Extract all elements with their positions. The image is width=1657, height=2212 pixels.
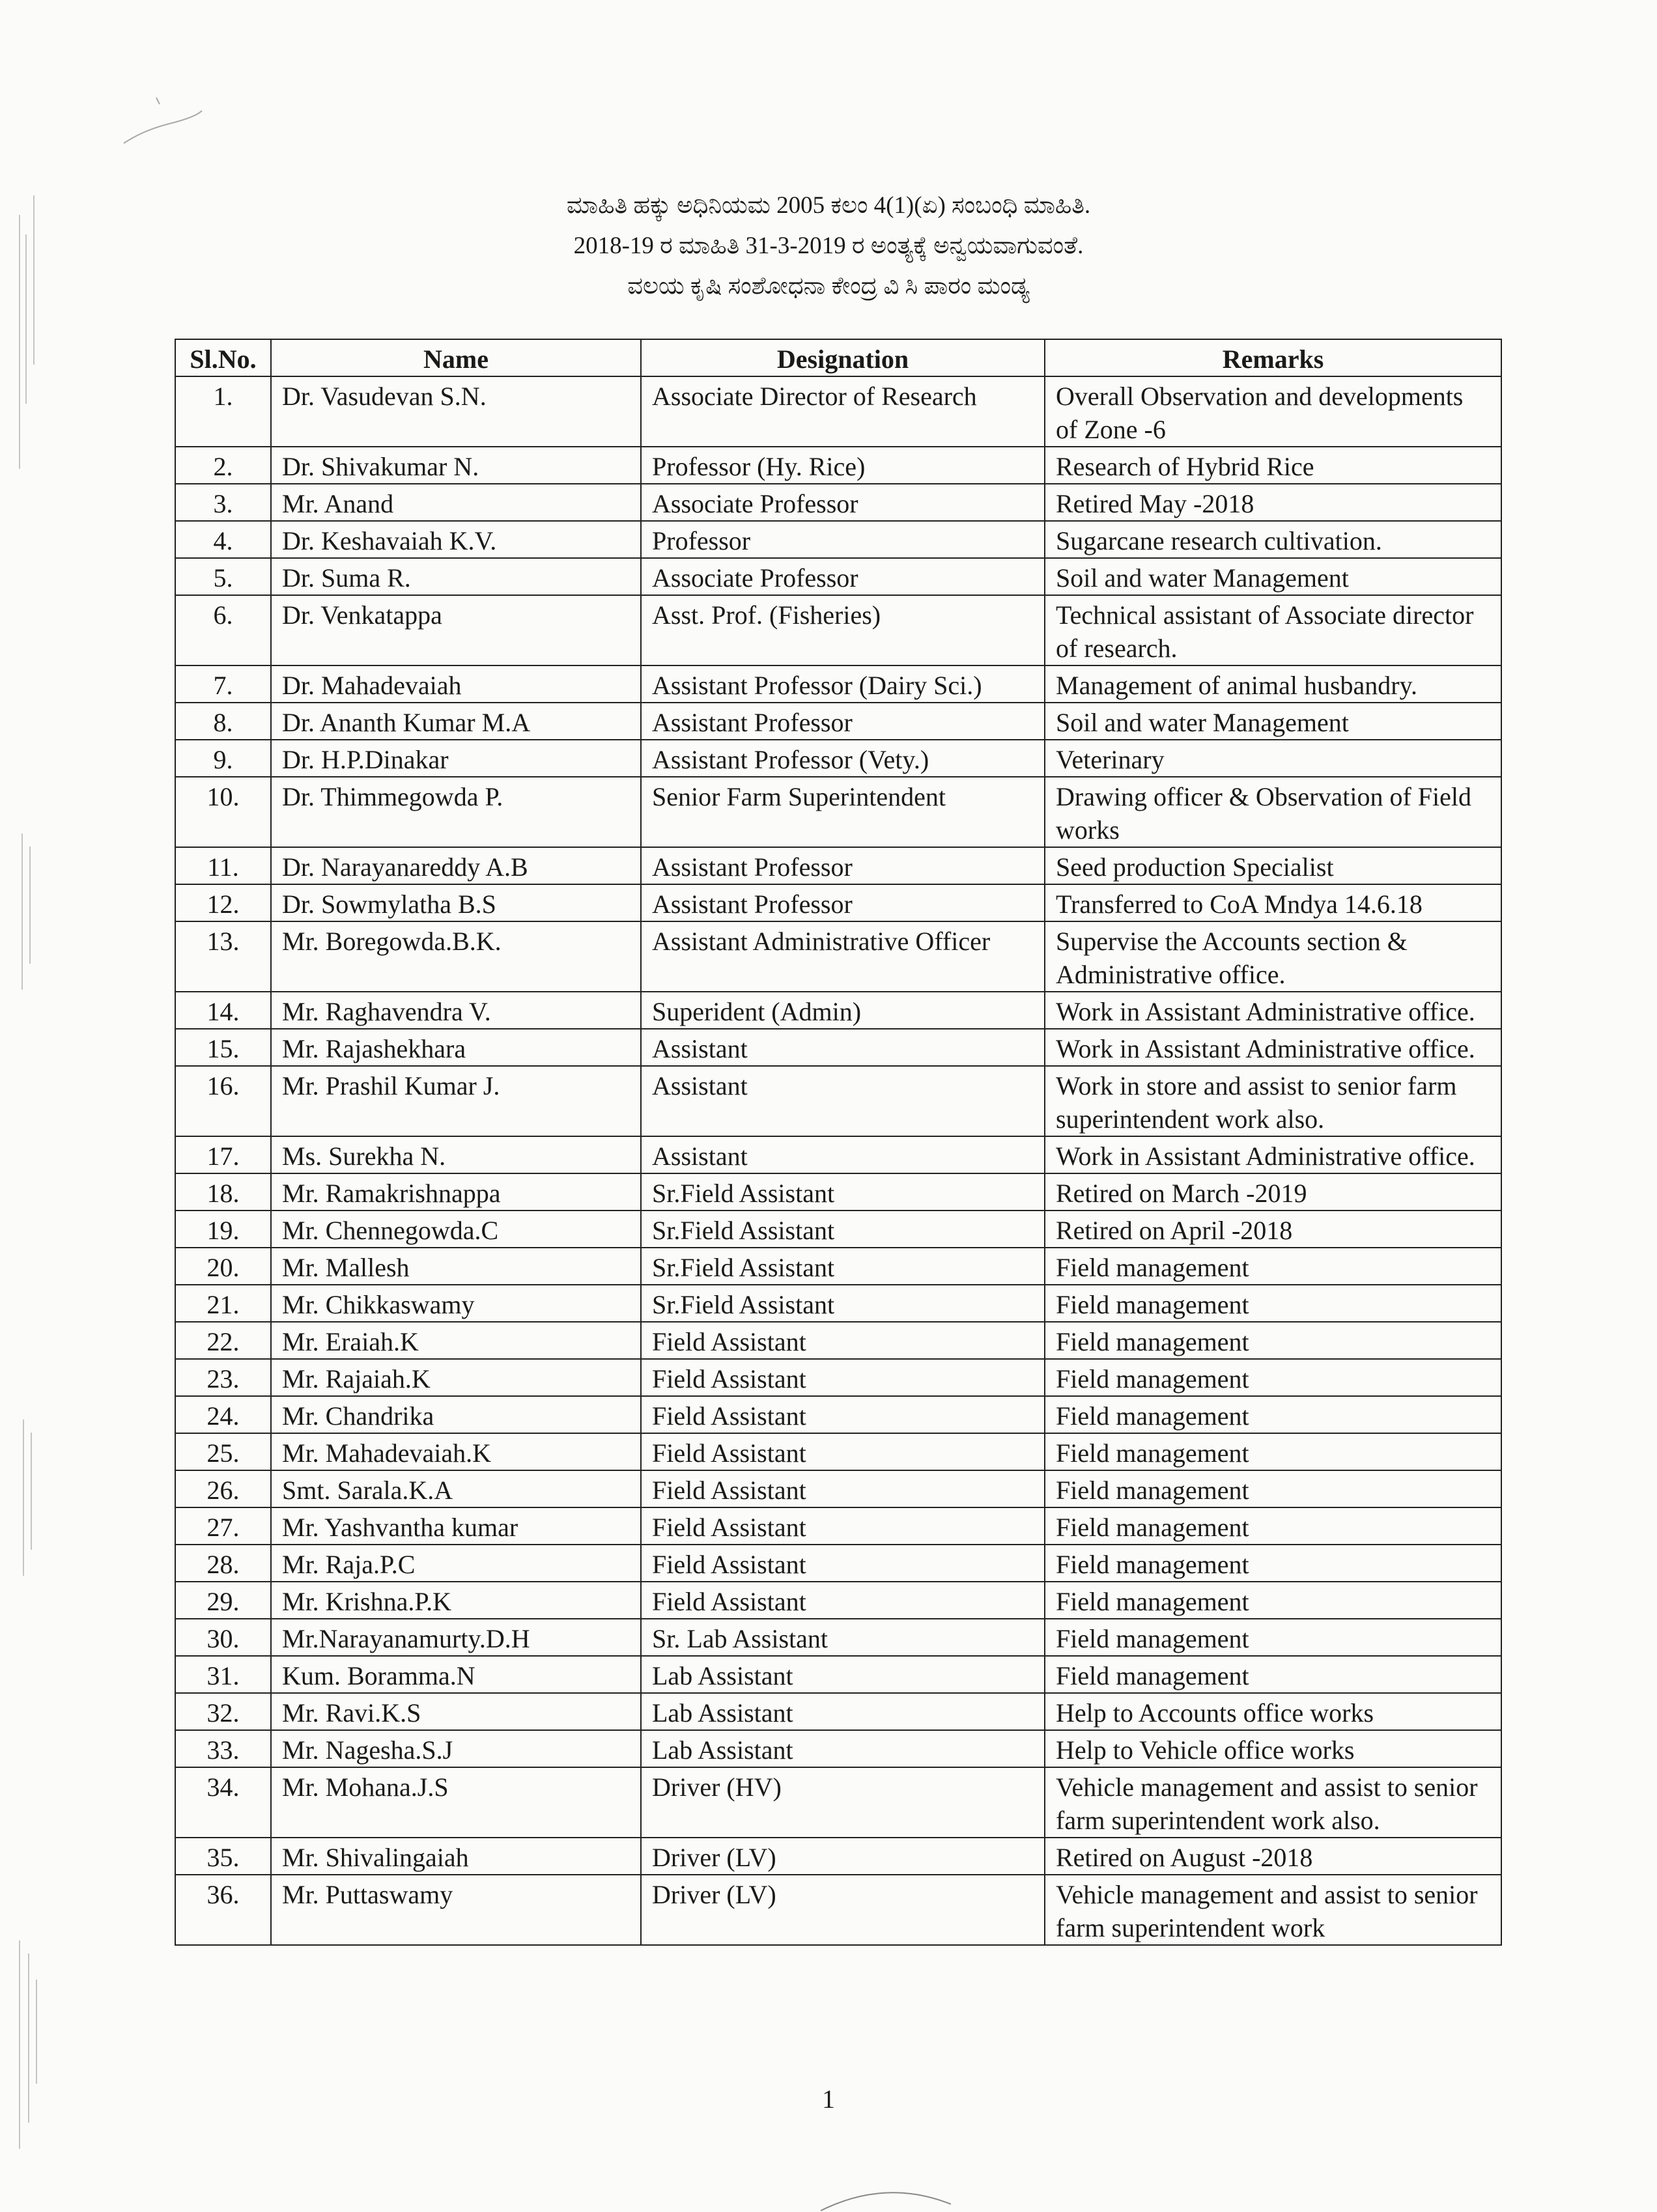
name-cell: Mr. Mohana.J.S — [271, 1767, 641, 1838]
table-row — [175, 1136, 1501, 1173]
scan-fold-mark — [821, 2178, 951, 2212]
table-row — [175, 1838, 1501, 1875]
remarks-cell: Field management — [1045, 1545, 1501, 1582]
table-row — [175, 1029, 1501, 1066]
sl-no-cell: 34. — [175, 1767, 271, 1838]
remarks-cell: Veterinary — [1045, 740, 1501, 777]
sl-no-cell: 12. — [175, 884, 271, 921]
designation-cell: Lab Assistant — [641, 1656, 1045, 1693]
table-row — [175, 777, 1501, 847]
table-row — [175, 595, 1501, 665]
remarks-cell: Drawing officer & Observation of Field works — [1045, 777, 1501, 847]
sl-no-cell: 10. — [175, 777, 271, 847]
name-cell: Mr. Rajaiah.K — [271, 1359, 641, 1396]
table-row — [175, 884, 1501, 921]
sl-no-cell: 1. — [175, 376, 271, 447]
sl-no-cell: 11. — [175, 847, 271, 884]
table-row — [175, 1730, 1501, 1767]
remarks-cell: Sugarcane research cultivation. — [1045, 521, 1501, 558]
name-cell: Mr. Raja.P.C — [271, 1545, 641, 1582]
remarks-cell: Research of Hybrid Rice — [1045, 447, 1501, 484]
name-cell: Ms. Surekha N. — [271, 1136, 641, 1173]
sl-no-cell: 16. — [175, 1066, 271, 1136]
sl-no-cell: 30. — [175, 1619, 271, 1656]
table-row — [175, 992, 1501, 1029]
designation-cell: Assistant Professor — [641, 884, 1045, 921]
designation-cell: Professor — [641, 521, 1045, 558]
table-row — [175, 740, 1501, 777]
remarks-cell: Technical assistant of Associate director of research. — [1045, 595, 1501, 665]
designation-cell: Assistant Professor — [641, 847, 1045, 884]
remarks-cell: Supervise the Accounts section & Administrative office. — [1045, 921, 1501, 992]
table-row — [175, 1322, 1501, 1359]
table-header-row — [175, 339, 1501, 376]
page-number: 1 — [822, 2084, 835, 2114]
designation-cell: Assistant — [641, 1066, 1045, 1136]
sl-no-cell: 29. — [175, 1582, 271, 1619]
name-cell: Mr. Shivalingaiah — [271, 1838, 641, 1875]
name-cell: Mr. Nagesha.S.J — [271, 1730, 641, 1767]
table-row — [175, 521, 1501, 558]
remarks-cell: Vehicle management and assist to senior farm superintendent work also. — [1045, 1767, 1501, 1838]
name-cell: Mr. Mahadevaiah.K — [271, 1433, 641, 1470]
remarks-cell: Field management — [1045, 1656, 1501, 1693]
table-row — [175, 1285, 1501, 1322]
name-cell: Mr. Chennegowda.C — [271, 1211, 641, 1248]
designation-cell: Sr.Field Assistant — [641, 1173, 1045, 1211]
staff-table — [175, 339, 1502, 1946]
name-cell: Dr. H.P.Dinakar — [271, 740, 641, 777]
name-cell: Mr. Mallesh — [271, 1248, 641, 1285]
scan-edge-artifact — [0, 0, 72, 2212]
sl-no-cell: 13. — [175, 921, 271, 992]
remarks-cell: Retired May -2018 — [1045, 484, 1501, 521]
remarks-cell: Field management — [1045, 1433, 1501, 1470]
staff-table-body — [175, 376, 1501, 1945]
table-row — [175, 558, 1501, 595]
remarks-cell: Field management — [1045, 1507, 1501, 1545]
name-cell: Mr. Prashil Kumar J. — [271, 1066, 641, 1136]
name-cell: Mr. Boregowda.B.K. — [271, 921, 641, 992]
name-cell: Dr. Vasudevan S.N. — [271, 376, 641, 447]
designation-cell: Sr.Field Assistant — [641, 1211, 1045, 1248]
remarks-cell: Vehicle management and assist to senior farm superintendent work — [1045, 1875, 1501, 1945]
name-cell: Mr. Ramakrishnappa — [271, 1173, 641, 1211]
name-cell: Dr. Shivakumar N. — [271, 447, 641, 484]
col-sl-no-header: Sl.No. — [175, 339, 271, 376]
name-cell: Dr. Narayanareddy A.B — [271, 847, 641, 884]
remarks-cell: Help to Vehicle office works — [1045, 1730, 1501, 1767]
table-row — [175, 921, 1501, 992]
designation-cell: Assistant — [641, 1029, 1045, 1066]
name-cell: Mr. Krishna.P.K — [271, 1582, 641, 1619]
remarks-cell: Field management — [1045, 1470, 1501, 1507]
sl-no-cell: 27. — [175, 1507, 271, 1545]
designation-cell: Assistant Professor (Dairy Sci.) — [641, 665, 1045, 703]
table-row — [175, 1173, 1501, 1211]
remarks-cell: Soil and water Management — [1045, 558, 1501, 595]
remarks-cell: Work in Assistant Administrative office. — [1045, 992, 1501, 1029]
remarks-cell: Field management — [1045, 1582, 1501, 1619]
table-row — [175, 847, 1501, 884]
table-row — [175, 1507, 1501, 1545]
name-cell: Mr. Chikkaswamy — [271, 1285, 641, 1322]
name-cell: Dr. Venkatappa — [271, 595, 641, 665]
name-cell: Mr.Narayanamurty.D.H — [271, 1619, 641, 1656]
table-row — [175, 1875, 1501, 1945]
sl-no-cell: 35. — [175, 1838, 271, 1875]
sl-no-cell: 36. — [175, 1875, 271, 1945]
designation-cell: Driver (LV) — [641, 1875, 1045, 1945]
name-cell: Kum. Boramma.N — [271, 1656, 641, 1693]
designation-cell: Superident (Admin) — [641, 992, 1045, 1029]
table-row — [175, 1582, 1501, 1619]
sl-no-cell: 17. — [175, 1136, 271, 1173]
table-row — [175, 1433, 1501, 1470]
remarks-cell: Field management — [1045, 1619, 1501, 1656]
remarks-cell: Work in store and assist to senior farm superintendent work also. — [1045, 1066, 1501, 1136]
designation-cell: Field Assistant — [641, 1507, 1045, 1545]
sl-no-cell: 2. — [175, 447, 271, 484]
name-cell: Mr. Anand — [271, 484, 641, 521]
table-row — [175, 376, 1501, 447]
remarks-cell: Retired on August -2018 — [1045, 1838, 1501, 1875]
designation-cell: Associate Professor — [641, 484, 1045, 521]
table-row — [175, 1767, 1501, 1838]
sl-no-cell: 15. — [175, 1029, 271, 1066]
designation-cell: Sr. Lab Assistant — [641, 1619, 1045, 1656]
name-cell: Mr. Raghavendra V. — [271, 992, 641, 1029]
sl-no-cell: 6. — [175, 595, 271, 665]
remarks-cell: Transferred to CoA Mndya 14.6.18 — [1045, 884, 1501, 921]
remarks-cell: Overall Observation and developments of Zone -6 — [1045, 376, 1501, 447]
remarks-cell: Seed production Specialist — [1045, 847, 1501, 884]
designation-cell: Field Assistant — [641, 1359, 1045, 1396]
col-name-header: Name — [271, 339, 641, 376]
header-line-1: ಮಾಹಿತಿ ಹಕ್ಕು ಅಧಿನಿಯಮ 2005 ಕಲಂ 4(1)(ಏ) ಸಂಬಂಧಿ ಮಾಹಿತಿ. — [566, 192, 1091, 219]
name-cell: Mr. Eraiah.K — [271, 1322, 641, 1359]
sl-no-cell: 19. — [175, 1211, 271, 1248]
remarks-cell: Soil and water Management — [1045, 703, 1501, 740]
remarks-cell: Work in Assistant Administrative office. — [1045, 1136, 1501, 1173]
designation-cell: Field Assistant — [641, 1396, 1045, 1433]
sl-no-cell: 5. — [175, 558, 271, 595]
sl-no-cell: 18. — [175, 1173, 271, 1211]
document-header — [0, 186, 1657, 307]
remarks-cell: Retired on March -2019 — [1045, 1173, 1501, 1211]
sl-no-cell: 23. — [175, 1359, 271, 1396]
sl-no-cell: 9. — [175, 740, 271, 777]
designation-cell: Driver (LV) — [641, 1838, 1045, 1875]
table-row — [175, 1211, 1501, 1248]
sl-no-cell: 26. — [175, 1470, 271, 1507]
designation-cell: Assistant Professor — [641, 703, 1045, 740]
header-line-2: 2018-19 ರ ಮಾಹಿತಿ 31-3-2019 ರ ಅಂತ್ಯಕ್ಕೆ ಅನ್ವಯವಾಗುವಂತೆ. — [573, 232, 1084, 259]
table-row — [175, 1619, 1501, 1656]
designation-cell: Assistant Professor (Vety.) — [641, 740, 1045, 777]
remarks-cell: Field management — [1045, 1396, 1501, 1433]
sl-no-cell: 7. — [175, 665, 271, 703]
remarks-cell: Retired on April -2018 — [1045, 1211, 1501, 1248]
designation-cell: Associate Professor — [641, 558, 1045, 595]
name-cell: Mr. Chandrika — [271, 1396, 641, 1433]
sl-no-cell: 21. — [175, 1285, 271, 1322]
designation-cell: Assistant Administrative Officer — [641, 921, 1045, 992]
sl-no-cell: 24. — [175, 1396, 271, 1433]
remarks-cell: Work in Assistant Administrative office. — [1045, 1029, 1501, 1066]
table-row — [175, 1470, 1501, 1507]
designation-cell: Driver (HV) — [641, 1767, 1045, 1838]
remarks-cell: Field management — [1045, 1248, 1501, 1285]
designation-cell: Sr.Field Assistant — [641, 1248, 1045, 1285]
table-row — [175, 447, 1501, 484]
designation-cell: Field Assistant — [641, 1582, 1045, 1619]
designation-cell: Lab Assistant — [641, 1730, 1045, 1767]
name-cell: Mr. Yashvantha kumar — [271, 1507, 641, 1545]
name-cell: Smt. Sarala.K.A — [271, 1470, 641, 1507]
table-row — [175, 1359, 1501, 1396]
table-row — [175, 484, 1501, 521]
table-row — [175, 1693, 1501, 1730]
sl-no-cell: 4. — [175, 521, 271, 558]
designation-cell: Professor (Hy. Rice) — [641, 447, 1045, 484]
remarks-cell: Help to Accounts office works — [1045, 1693, 1501, 1730]
designation-cell: Field Assistant — [641, 1470, 1045, 1507]
name-cell: Mr. Rajashekhara — [271, 1029, 641, 1066]
remarks-cell: Field management — [1045, 1322, 1501, 1359]
remarks-cell: Management of animal husbandry. — [1045, 665, 1501, 703]
name-cell: Mr. Ravi.K.S — [271, 1693, 641, 1730]
sl-no-cell: 33. — [175, 1730, 271, 1767]
table-row — [175, 665, 1501, 703]
sl-no-cell: 28. — [175, 1545, 271, 1582]
name-cell: Mr. Puttaswamy — [271, 1875, 641, 1945]
col-designation-header: Designation — [641, 339, 1045, 376]
sl-no-cell: 8. — [175, 703, 271, 740]
sl-no-cell: 3. — [175, 484, 271, 521]
designation-cell: Lab Assistant — [641, 1693, 1045, 1730]
name-cell: Dr. Ananth Kumar M.A — [271, 703, 641, 740]
table-row — [175, 1396, 1501, 1433]
table-row — [175, 1656, 1501, 1693]
name-cell: Dr. Mahadevaiah — [271, 665, 641, 703]
name-cell: Dr. Keshavaiah K.V. — [271, 521, 641, 558]
name-cell: Dr. Thimmegowda P. — [271, 777, 641, 847]
designation-cell: Sr.Field Assistant — [641, 1285, 1045, 1322]
designation-cell: Field Assistant — [641, 1545, 1045, 1582]
pen-mark — [111, 91, 208, 169]
sl-no-cell: 20. — [175, 1248, 271, 1285]
designation-cell: Field Assistant — [641, 1322, 1045, 1359]
table-row — [175, 1066, 1501, 1136]
table-row — [175, 1248, 1501, 1285]
table-row — [175, 703, 1501, 740]
sl-no-cell: 22. — [175, 1322, 271, 1359]
remarks-cell: Field management — [1045, 1285, 1501, 1322]
sl-no-cell: 31. — [175, 1656, 271, 1693]
designation-cell: Asst. Prof. (Fisheries) — [641, 595, 1045, 665]
name-cell: Dr. Suma R. — [271, 558, 641, 595]
header-line-3: ವಲಯ ಕೃಷಿ ಸಂಶೋಧನಾ ಕೇಂದ್ರ ವಿ ಸಿ ಪಾರಂ ಮಂಡ್ಯ — [627, 273, 1030, 300]
table-row — [175, 1545, 1501, 1582]
designation-cell: Associate Director of Research — [641, 376, 1045, 447]
designation-cell: Senior Farm Superintendent — [641, 777, 1045, 847]
col-remarks-header: Remarks — [1045, 339, 1501, 376]
remarks-cell: Field management — [1045, 1359, 1501, 1396]
sl-no-cell: 32. — [175, 1693, 271, 1730]
designation-cell: Assistant — [641, 1136, 1045, 1173]
designation-cell: Field Assistant — [641, 1433, 1045, 1470]
sl-no-cell: 14. — [175, 992, 271, 1029]
name-cell: Dr. Sowmylatha B.S — [271, 884, 641, 921]
sl-no-cell: 25. — [175, 1433, 271, 1470]
